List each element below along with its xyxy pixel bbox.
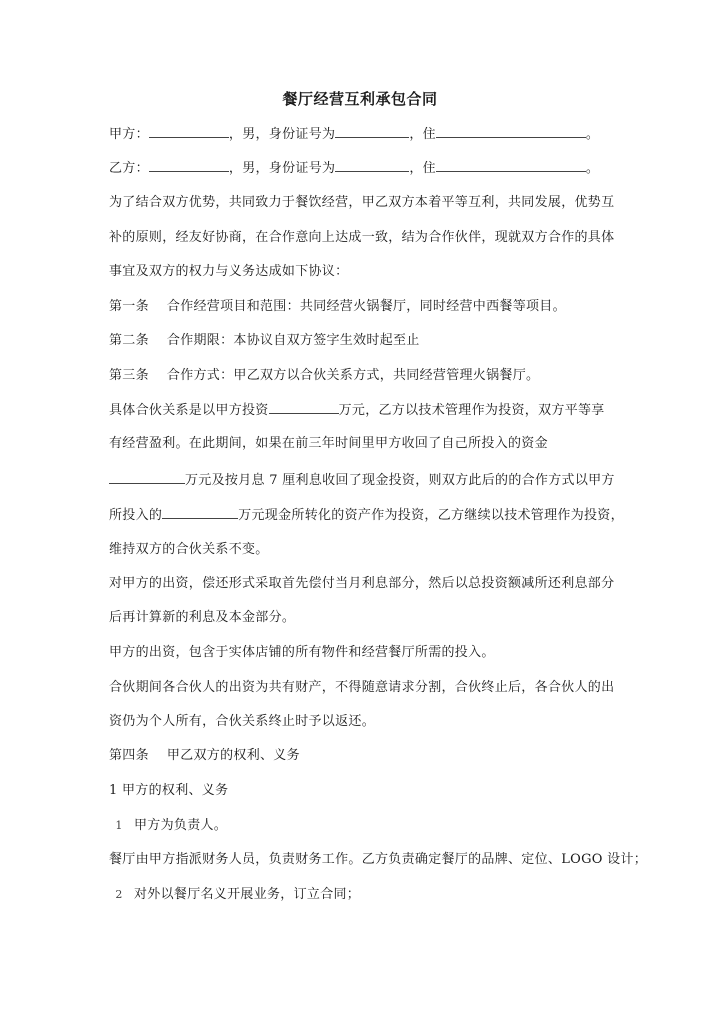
repay-line-1: 对甲方的出资，偿还形式采取首先偿付当月利息部分，然后以总投资额减所还利息部分 bbox=[109, 576, 615, 591]
item-2-text: 对外以餐厅名义开展业务，订立合同； bbox=[134, 887, 361, 902]
partnership-text-1a: 具体合伙关系是以甲方投资 bbox=[109, 403, 269, 418]
section-1-heading: 1 甲方的权利、义务 bbox=[109, 783, 229, 798]
party-b-addr-label: ，住 bbox=[409, 161, 436, 176]
article-1-number: 第一条 bbox=[109, 299, 149, 314]
partnership-line-4 bbox=[109, 505, 624, 526]
partnership-line-5: 维持双方的合伙关系不变。 bbox=[109, 542, 269, 557]
article-3-number: 第三条 bbox=[109, 368, 149, 383]
article-2-number: 第二条 bbox=[109, 333, 149, 348]
partnership-text-3: 万元及按月息 7 厘利息收回了现金投资，则双方此后的的合作方式以甲方 bbox=[185, 473, 615, 488]
party-a-name-blank[interactable] bbox=[149, 124, 229, 138]
article-2 bbox=[109, 331, 619, 351]
intro-line-2: 补的原则，经友好协商，在合作意向上达成一致，结为合作伙伴，现就双方合作的具体 bbox=[109, 230, 615, 245]
article-4-number: 第四条 bbox=[109, 748, 149, 763]
article-1 bbox=[109, 297, 619, 317]
party-b-name-blank[interactable] bbox=[149, 158, 229, 172]
repay-line-2: 后再计算新的利息及本金部分。 bbox=[109, 610, 296, 625]
partnership-line-2: 有经营盈利。在此期间，如果在前三年时间里甲方收回了自己所投入的资金 bbox=[109, 436, 548, 451]
party-b-label: 乙方： bbox=[109, 161, 149, 176]
article-3 bbox=[109, 366, 619, 386]
contribution-line: 甲方的出资，包含于实体店铺的所有物件和经营餐厅所需的投入。 bbox=[109, 645, 495, 660]
party-a-addr-label: ，住 bbox=[409, 127, 436, 142]
party-a-address-blank[interactable] bbox=[436, 124, 586, 138]
article-1-text: 合作经营项目和范围：共同经营火锅餐厅，同时经营中西餐等项目。 bbox=[166, 299, 566, 314]
item-1-text: 甲方为负责人。 bbox=[134, 818, 228, 833]
partnership-line-3 bbox=[109, 470, 619, 491]
party-a-end: 。 bbox=[585, 127, 600, 142]
converted-amount-blank[interactable] bbox=[162, 505, 238, 519]
party-a-line bbox=[109, 124, 619, 145]
item-2 bbox=[109, 885, 619, 905]
item-1-number: 1 bbox=[115, 819, 123, 832]
property-line-1: 合伙期间各合伙人的出资为共有财产，不得随意请求分割，合伙终止后，各合伙人的出 bbox=[109, 680, 615, 695]
partnership-text-1b: 万元，乙方以技术管理作为投资，双方平等享 bbox=[338, 403, 605, 418]
recovered-amount-blank[interactable] bbox=[109, 470, 185, 484]
item-2-number: 2 bbox=[115, 888, 123, 901]
finance-line: 餐厅由甲方指派财务人员，负责财务工作。乙方负责确定餐厅的品牌、定位、LOGO 设计； bbox=[109, 852, 648, 867]
article-2-text: 合作期限：本协议自双方签字生效时起至止 bbox=[166, 333, 420, 348]
party-a-mid: ，男，身份证号为 bbox=[228, 127, 336, 142]
property-line-2: 资仍为个人所有，合伙关系终止时予以返还。 bbox=[109, 714, 376, 729]
party-b-mid: ，男，身份证号为 bbox=[228, 161, 336, 176]
document-title: 餐厅经营互利承包合同 bbox=[282, 90, 438, 108]
article-3-text: 合作方式：甲乙双方以合伙关系方式，共同经营管理火锅餐厅。 bbox=[166, 368, 540, 383]
party-a-label: 甲方： bbox=[109, 127, 149, 142]
partnership-line-1 bbox=[109, 400, 619, 421]
party-b-line bbox=[109, 158, 619, 179]
partnership-text-4b: 万元现金所转化的资产作为投资，乙方继续以技术管理作为投资， bbox=[238, 508, 624, 523]
partnership-text-4a: 所投入的 bbox=[109, 508, 163, 523]
item-1 bbox=[109, 816, 619, 836]
party-b-id-blank[interactable] bbox=[335, 158, 409, 172]
party-b-address-blank[interactable] bbox=[436, 158, 586, 172]
article-4-text: 甲乙双方的权利、义务 bbox=[166, 748, 300, 763]
party-a-id-blank[interactable] bbox=[335, 124, 409, 138]
party-b-end: 。 bbox=[585, 161, 600, 176]
investment-amount-blank[interactable] bbox=[269, 400, 339, 414]
intro-line-3: 事宜及双方的权力与义务达成如下协议： bbox=[109, 264, 349, 279]
article-4 bbox=[109, 746, 619, 766]
intro-line-1: 为了结合双方优势，共同致力于餐饮经营，甲乙双方本着平等互利，共同发展，优势互 bbox=[109, 195, 615, 210]
